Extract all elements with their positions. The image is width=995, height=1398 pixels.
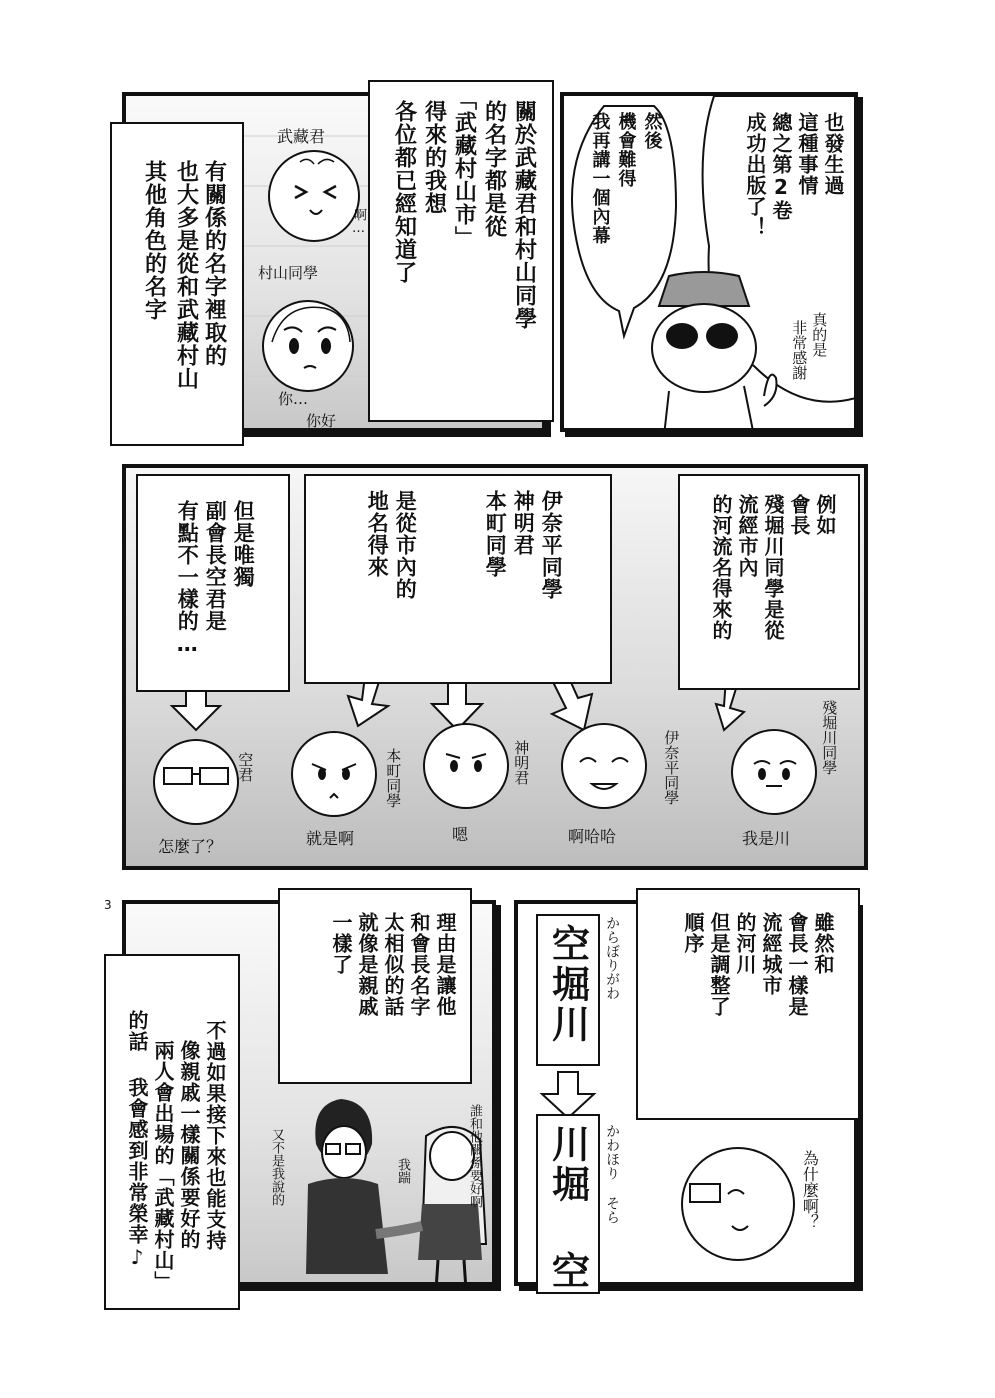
narration-box-row2-middle <box>304 474 612 684</box>
row3-reason-col1: 理由是讓他 <box>433 912 457 1017</box>
row2-right-col2: 會長 <box>787 494 811 536</box>
musashi-sfx: 啊… <box>350 208 366 236</box>
side-note-col2: 非常感謝 <box>790 320 809 380</box>
row3-right-col3: 流經城市 <box>759 912 783 996</box>
bubble-main-col3: 總之第2卷 <box>769 112 793 221</box>
char-line-inahira: 啊哈哈 <box>568 827 617 846</box>
row3-reason-col3: 太相似的話 <box>381 912 405 1017</box>
murayama-face <box>262 300 354 392</box>
row3-right-col6: 順序 <box>681 912 705 954</box>
bubble-main-col4: 成功出版了！ <box>743 112 767 238</box>
row2-middle-col5: 地名得來 <box>365 490 390 578</box>
murayama-label: 村山同學 <box>258 264 319 282</box>
char-name-inahira: 伊奈平同學 <box>662 730 681 805</box>
narration-row1-middle-col2: 的名字都是從 <box>481 100 507 238</box>
bubble-second-col2: 機會難得 <box>615 112 637 188</box>
bubble-main-col1: 也發生過 <box>821 112 845 196</box>
row3-left-col2: 像親戚一樣關係要好的 <box>177 1040 201 1250</box>
bubble-second-col1: 然後 <box>641 112 663 150</box>
girl-line1: 誰和他關係要好啊 <box>466 1104 482 1208</box>
musashi-label: 武藏君 <box>277 127 326 146</box>
row2-middle-col2: 神明君 <box>511 490 536 556</box>
char-line-honmachi: 就是啊 <box>306 829 355 848</box>
murayama-line2: 你好 <box>306 412 337 430</box>
murayama-line1: 你… <box>278 390 309 408</box>
row3-left-col3: 兩人會出場的「武藏村山」 <box>151 1040 175 1292</box>
narration-row1-middle-col1: 關於武藏君和村山同學 <box>511 100 537 330</box>
row3-right-col1: 雖然和 <box>811 912 835 975</box>
row2-left-col3: 有點不一樣的… <box>175 500 200 657</box>
row3-right-col4: 的河川 <box>733 912 757 975</box>
row2-middle-col4: 是從市內的 <box>393 490 418 600</box>
narration-row1-middle-col3: 「武藏村山市」 <box>451 88 477 249</box>
char-name-zanborigawa: 殘堀川同學 <box>820 700 839 775</box>
row3-left-col1: 不過如果接下來也能支持 <box>203 1020 227 1251</box>
bubble-main-col2: 這種事情 <box>795 112 819 196</box>
page-number: 3 <box>104 898 112 912</box>
face-line-why: 為什麼啊？ <box>800 1150 820 1230</box>
char-line-zanborigawa: 我是川 <box>742 829 791 848</box>
name-kawahori-sora: 川堀 空 <box>545 1124 591 1291</box>
narration-row1-left-col2: 也大多是從和武藏村山 <box>173 160 199 390</box>
narration-row1-middle-col5: 各位都已經知道了 <box>391 100 417 284</box>
reading-kawahori-sora: かわほり そら <box>604 1124 621 1224</box>
row2-left-col2: 副會長空君是 <box>203 500 228 632</box>
reading-karaborigawa: からぼりがわ <box>604 916 621 1000</box>
row2-middle-col3: 本町同學 <box>483 490 508 578</box>
char-name-sora: 空君 <box>236 752 255 782</box>
girl-line2: 我踹 <box>394 1158 410 1184</box>
char-line-shinmei: 嗯 <box>452 825 469 844</box>
boy-line: 又不是我說的 <box>268 1128 284 1206</box>
row2-middle-col1: 伊奈平同學 <box>539 490 564 600</box>
char-name-shinmei: 神明君 <box>512 740 531 785</box>
murayama-face-drawing <box>264 302 356 394</box>
name-karaborigawa: 空堀川 <box>545 924 591 1044</box>
char-line-sora: 怎麼了？ <box>158 837 223 856</box>
narration-row1-left-col3: 有關係的名字裡取的 <box>201 160 227 367</box>
bubble-second-col3: 我再講一個內幕 <box>589 112 611 245</box>
row2-right-col4: 流經市內 <box>735 494 759 578</box>
row2-right-col1: 例如 <box>813 494 837 536</box>
row3-reason-col4: 就像是親戚 <box>355 912 379 1017</box>
row3-right-col5: 但是調整了 <box>707 912 731 1017</box>
row3-reason-col5: 一樣了 <box>329 912 353 975</box>
row3-right-col2: 會長一樣是 <box>785 912 809 1017</box>
row2-right-col5: 的河流名得來的 <box>709 494 733 641</box>
narration-row1-middle-col4: 得來的我想 <box>421 100 447 215</box>
narration-row1-left-col1: 其他角色的名字 <box>141 160 167 321</box>
musashi-face <box>268 150 360 242</box>
char-name-honmachi: 本町同學 <box>384 748 403 808</box>
row2-right-col3: 殘堀川同學是從 <box>761 494 785 641</box>
row2-left-col1: 但是唯獨 <box>231 500 256 588</box>
musashi-face-drawing <box>270 152 362 244</box>
row3-left-col4: 的話 我會感到非常榮幸♪ <box>125 1010 149 1270</box>
side-note-col1: 真的是 <box>810 312 829 357</box>
row3-reason-col2: 和會長名字 <box>407 912 431 1017</box>
